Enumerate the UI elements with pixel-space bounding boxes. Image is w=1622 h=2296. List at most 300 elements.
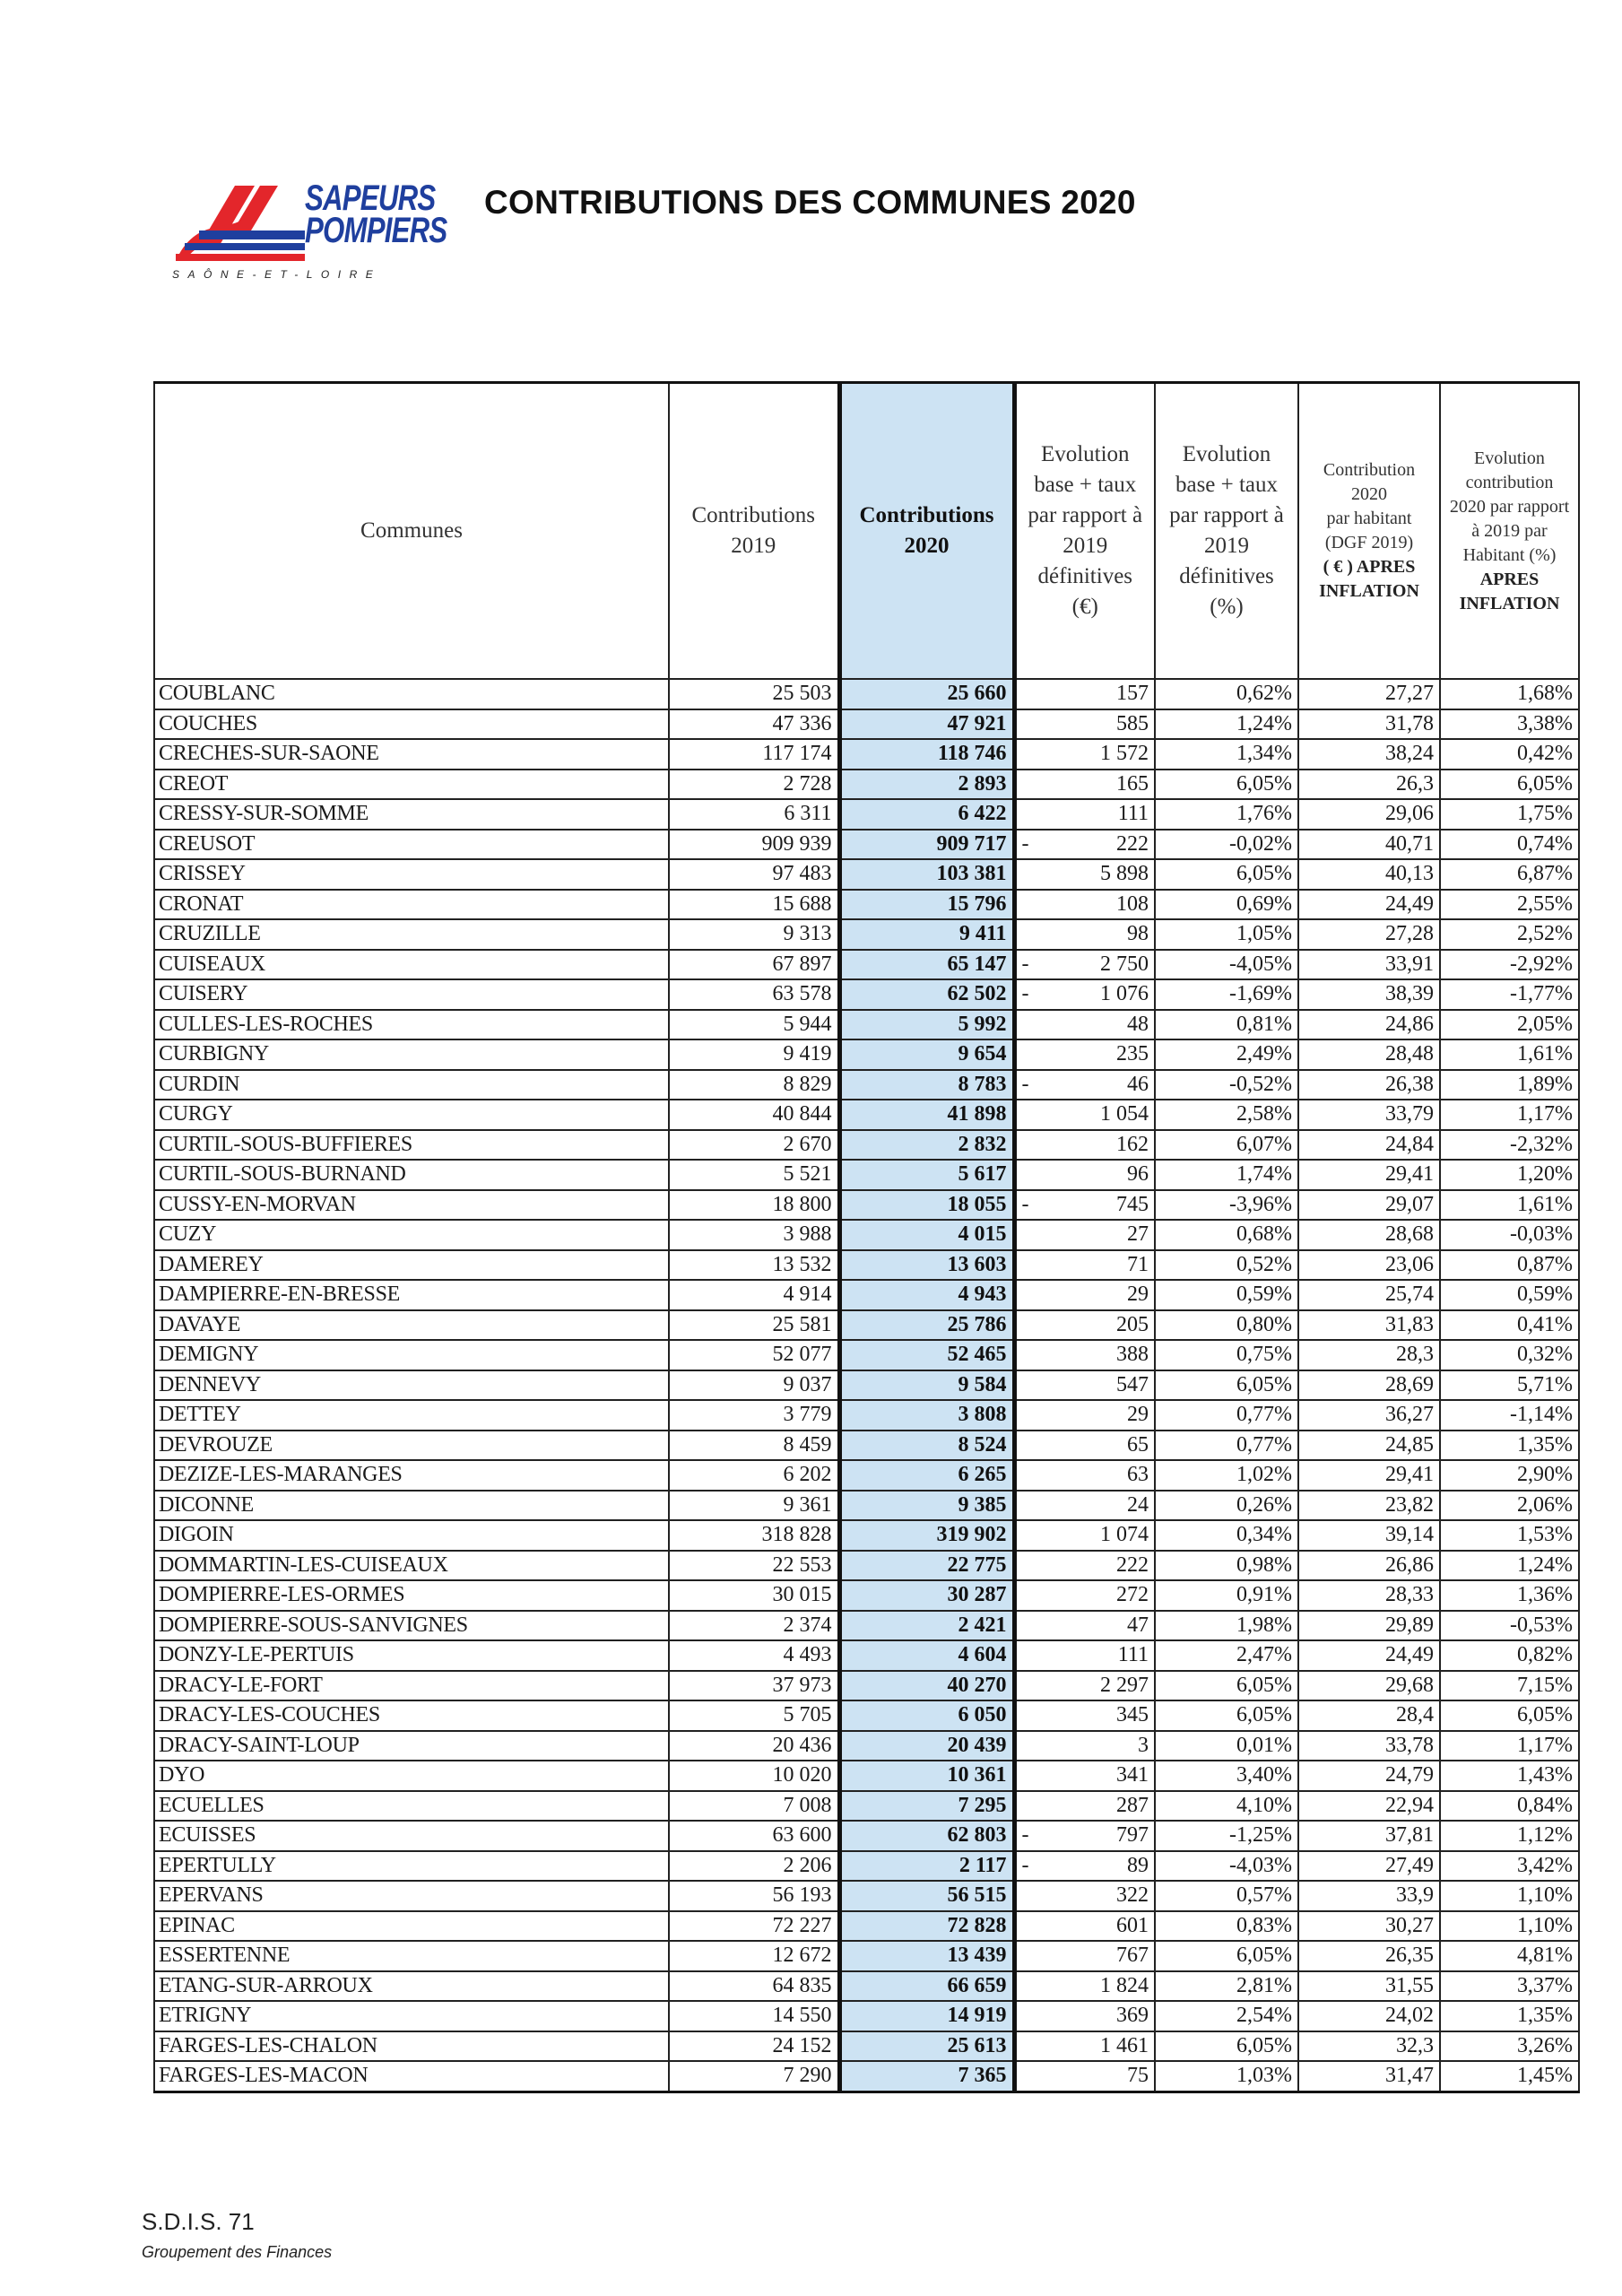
- contribution-2020-cell: 22 775: [839, 1551, 1014, 1581]
- per-inhabitant-cell: 26,35: [1298, 1941, 1440, 1971]
- evolution-pct-cell: -0,52%: [1155, 1070, 1298, 1100]
- commune-name-cell: CURGY: [154, 1100, 669, 1130]
- per-inhabitant-cell: 28,48: [1298, 1039, 1440, 1070]
- evolution-per-inhabitant-cell: 1,35%: [1440, 2001, 1579, 2031]
- contribution-2020-cell: 20 439: [839, 1731, 1014, 1761]
- contribution-2020-cell: 62 502: [839, 979, 1014, 1010]
- evolution-pct-cell: 6,05%: [1155, 1941, 1298, 1971]
- commune-name-cell: ECUELLES: [154, 1791, 669, 1822]
- evolution-pct-cell: 0,80%: [1155, 1310, 1298, 1341]
- contribution-2020-cell: 25 613: [839, 2031, 1014, 2062]
- commune-name-cell: EPERTULLY: [154, 1851, 669, 1882]
- header-label-line: ( € ) APRES: [1323, 557, 1416, 577]
- evolution-eur-value: 108: [1116, 891, 1149, 916]
- commune-name-cell: DAMEREY: [154, 1250, 669, 1281]
- evolution-eur-value: 222: [1116, 1552, 1149, 1577]
- contribution-2020-cell: 13 439: [839, 1941, 1014, 1971]
- header-label-line: 2020: [1351, 484, 1387, 504]
- evolution-eur-value: 46: [1127, 1072, 1149, 1096]
- per-inhabitant-cell: 33,78: [1298, 1731, 1440, 1761]
- table-row: [154, 1731, 1579, 1761]
- evolution-eur-value: 1 824: [1100, 1973, 1149, 1997]
- per-inhabitant-cell: 33,91: [1298, 950, 1440, 980]
- contribution-2020-cell: 72 828: [839, 1911, 1014, 1942]
- evolution-eur-cell: [1014, 1700, 1155, 1731]
- evolution-pct-cell: 0,69%: [1155, 890, 1298, 920]
- per-inhabitant-cell: 24,84: [1298, 1130, 1440, 1161]
- evolution-per-inhabitant-cell: 1,75%: [1440, 799, 1579, 830]
- evolution-eur-value: 24: [1127, 1492, 1149, 1517]
- per-inhabitant-cell: 40,13: [1298, 859, 1440, 890]
- evolution-eur-value: 1 076: [1100, 982, 1149, 1006]
- evolution-pct-cell: 4,10%: [1155, 1791, 1298, 1822]
- evolution-per-inhabitant-cell: 2,90%: [1440, 1460, 1579, 1491]
- evolution-eur-value: 322: [1116, 1883, 1149, 1908]
- evolution-eur-cell: [1014, 1551, 1155, 1581]
- evolution-pct-cell: 0,98%: [1155, 1551, 1298, 1581]
- evolution-pct-cell: 1,98%: [1155, 1611, 1298, 1641]
- contribution-2019-cell: 18 800: [669, 1190, 839, 1221]
- per-inhabitant-cell: 22,94: [1298, 1791, 1440, 1822]
- per-inhabitant-cell: 31,47: [1298, 2061, 1440, 2092]
- evolution-per-inhabitant-cell: 1,20%: [1440, 1160, 1579, 1190]
- contribution-2020-cell: 18 055: [839, 1190, 1014, 1221]
- contribution-2020-cell: 52 465: [839, 1340, 1014, 1370]
- evolution-eur-cell: [1014, 1611, 1155, 1641]
- table-row: [154, 1100, 1579, 1130]
- evolution-pct-cell: 0,26%: [1155, 1491, 1298, 1521]
- table-row: [154, 1700, 1579, 1731]
- table-row: [154, 739, 1579, 770]
- footer-department: Groupement des Finances: [142, 2243, 333, 2261]
- evolution-per-inhabitant-cell: 0,82%: [1440, 1640, 1579, 1671]
- contribution-2020-cell: 15 796: [839, 890, 1014, 920]
- evolution-eur-value: 111: [1117, 802, 1149, 826]
- table-row: [154, 1821, 1579, 1851]
- table-row: [154, 2001, 1579, 2031]
- contribution-2019-cell: 63 578: [669, 979, 839, 1010]
- evolution-per-inhabitant-cell: 1,43%: [1440, 1761, 1579, 1791]
- evolution-per-inhabitant-cell: 5,71%: [1440, 1370, 1579, 1401]
- footer-organization: S.D.I.S. 71: [142, 2208, 255, 2235]
- header-label-line: (%): [1210, 595, 1244, 619]
- evolution-pct-cell: 0,68%: [1155, 1220, 1298, 1250]
- evolution-eur-value: 797: [1116, 1823, 1149, 1848]
- contribution-2020-cell: 5 992: [839, 1010, 1014, 1040]
- evolution-eur-value: 111: [1117, 1643, 1149, 1667]
- evolution-eur-cell: [1014, 1911, 1155, 1942]
- evolution-pct-cell: 1,74%: [1155, 1160, 1298, 1190]
- sdis-logo: [172, 178, 447, 291]
- commune-name-cell: EPERVANS: [154, 1881, 669, 1911]
- evolution-eur-cell: [1014, 1580, 1155, 1611]
- table-row: [154, 1580, 1579, 1611]
- evolution-per-inhabitant-cell: 3,42%: [1440, 1851, 1579, 1882]
- table-row: [154, 1190, 1579, 1221]
- per-inhabitant-cell: 27,28: [1298, 919, 1440, 950]
- evolution-pct-cell: -1,69%: [1155, 979, 1298, 1010]
- evolution-eur-value: 287: [1116, 1793, 1149, 1817]
- contribution-2020-cell: 30 287: [839, 1580, 1014, 1611]
- evolution-eur-value: 29: [1127, 1403, 1149, 1427]
- commune-name-cell: CULLES-LES-ROCHES: [154, 1010, 669, 1040]
- contribution-2019-cell: 9 419: [669, 1039, 839, 1070]
- evolution-per-inhabitant-cell: 1,17%: [1440, 1731, 1579, 1761]
- contribution-2019-cell: 7 008: [669, 1791, 839, 1822]
- table-row: [154, 1851, 1579, 1882]
- evolution-per-inhabitant-cell: 0,41%: [1440, 1310, 1579, 1341]
- evolution-pct-cell: 6,05%: [1155, 770, 1298, 800]
- commune-name-cell: CREUSOT: [154, 830, 669, 860]
- evolution-eur-cell: [1014, 1340, 1155, 1370]
- evolution-per-inhabitant-cell: -1,77%: [1440, 979, 1579, 1010]
- evolution-eur-cell: [1014, 1370, 1155, 1401]
- contribution-2019-cell: 2 374: [669, 1611, 839, 1641]
- evolution-eur-cell: [1014, 1130, 1155, 1161]
- evolution-pct-cell: 2,81%: [1155, 1971, 1298, 2002]
- evolution-eur-cell: [1014, 1070, 1155, 1100]
- table-row: [154, 1611, 1579, 1641]
- evolution-eur-value: 1 054: [1100, 1102, 1149, 1126]
- table-row: [154, 979, 1579, 1010]
- evolution-eur-value: 345: [1116, 1703, 1149, 1727]
- per-inhabitant-cell: 24,02: [1298, 2001, 1440, 2031]
- header-label-line: (DGF 2019): [1324, 533, 1414, 552]
- logo-line-pompiers: POMPIERS: [305, 211, 447, 250]
- contribution-2020-cell: 40 270: [839, 1671, 1014, 1701]
- commune-name-cell: CUSSY-EN-MORVAN: [154, 1190, 669, 1221]
- evolution-per-inhabitant-cell: -1,14%: [1440, 1400, 1579, 1431]
- per-inhabitant-cell: 25,74: [1298, 1280, 1440, 1310]
- commune-name-cell: COUBLANC: [154, 679, 669, 709]
- contribution-2020-cell: 6 050: [839, 1700, 1014, 1731]
- evolution-eur-cell: [1014, 1520, 1155, 1551]
- evolution-per-inhabitant-cell: 0,32%: [1440, 1340, 1579, 1370]
- commune-name-cell: CUZY: [154, 1220, 669, 1250]
- commune-name-cell: CRONAT: [154, 890, 669, 920]
- evolution-eur-cell: [1014, 1250, 1155, 1281]
- evolution-per-inhabitant-cell: 2,05%: [1440, 1010, 1579, 1040]
- evolution-eur-value: 1 572: [1100, 742, 1149, 766]
- evolution-per-inhabitant-cell: 1,89%: [1440, 1070, 1579, 1100]
- evolution-pct-cell: 0,59%: [1155, 1280, 1298, 1310]
- per-inhabitant-cell: 29,68: [1298, 1671, 1440, 1701]
- logo-wordmark: [305, 178, 447, 250]
- evolution-per-inhabitant-cell: 3,38%: [1440, 709, 1579, 740]
- contribution-2019-cell: 72 227: [669, 1911, 839, 1942]
- table-row: [154, 1520, 1579, 1551]
- evolution-per-inhabitant-cell: 1,10%: [1440, 1911, 1579, 1942]
- header-label-line: base + taux: [1175, 473, 1279, 497]
- per-inhabitant-cell: 23,82: [1298, 1491, 1440, 1521]
- evolution-pct-cell: 0,81%: [1155, 1010, 1298, 1040]
- header-label-line: Habitant (%): [1462, 544, 1557, 565]
- contribution-2020-cell: 8 783: [839, 1070, 1014, 1100]
- evolution-per-inhabitant-cell: 2,06%: [1440, 1491, 1579, 1521]
- table-row: [154, 1250, 1579, 1281]
- contribution-2019-cell: 909 939: [669, 830, 839, 860]
- evolution-eur-value: 3: [1138, 1733, 1149, 1757]
- commune-name-cell: CURTIL-SOUS-BURNAND: [154, 1160, 669, 1190]
- per-inhabitant-cell: 29,89: [1298, 1611, 1440, 1641]
- table-row: [154, 1491, 1579, 1521]
- per-inhabitant-cell: 36,27: [1298, 1400, 1440, 1431]
- evolution-eur-cell: [1014, 1491, 1155, 1521]
- commune-name-cell: DOMPIERRE-SOUS-SANVIGNES: [154, 1611, 669, 1641]
- evolution-per-inhabitant-cell: 0,42%: [1440, 739, 1579, 770]
- evolution-pct-cell: 0,83%: [1155, 1911, 1298, 1942]
- contribution-2020-cell: 9 385: [839, 1491, 1014, 1521]
- contribution-2020-cell: 65 147: [839, 950, 1014, 980]
- commune-name-cell: FARGES-LES-MACON: [154, 2061, 669, 2092]
- contribution-2019-cell: 2 206: [669, 1851, 839, 1882]
- table-row: [154, 950, 1579, 980]
- commune-name-cell: COUCHES: [154, 709, 669, 740]
- evolution-pct-cell: 0,57%: [1155, 1881, 1298, 1911]
- evolution-eur-value: 745: [1116, 1192, 1149, 1216]
- evolution-eur-cell: [1014, 1160, 1155, 1190]
- evolution-pct-cell: 2,54%: [1155, 2001, 1298, 2031]
- per-inhabitant-cell: 38,39: [1298, 979, 1440, 1010]
- table-row: [154, 770, 1579, 800]
- evolution-eur-cell: [1014, 890, 1155, 920]
- commune-name-cell: DENNEVY: [154, 1370, 669, 1401]
- evolution-per-inhabitant-cell: -2,32%: [1440, 1130, 1579, 1161]
- evolution-eur-cell: [1014, 1190, 1155, 1221]
- contribution-2020-cell: 66 659: [839, 1971, 1014, 2002]
- contribution-2019-cell: 64 835: [669, 1971, 839, 2002]
- evolution-eur-value: 165: [1116, 771, 1149, 796]
- evolution-pct-cell: 2,49%: [1155, 1039, 1298, 1070]
- contribution-2019-cell: 7 290: [669, 2061, 839, 2092]
- contribution-2020-cell: 6 422: [839, 799, 1014, 830]
- evolution-pct-cell: 0,01%: [1155, 1731, 1298, 1761]
- header-label-line: définitives: [1179, 564, 1274, 588]
- evolution-eur-value: 222: [1116, 831, 1149, 856]
- contribution-2019-cell: 14 550: [669, 2001, 839, 2031]
- table-row: [154, 919, 1579, 950]
- per-inhabitant-cell: 29,07: [1298, 1190, 1440, 1221]
- evolution-eur-value: 65: [1127, 1432, 1149, 1457]
- evolution-eur-cell: [1014, 919, 1155, 950]
- evolution-eur-value: 29: [1127, 1283, 1149, 1307]
- evolution-pct-cell: 0,34%: [1155, 1520, 1298, 1551]
- header-label-line: Evolution: [1040, 442, 1130, 466]
- evolution-per-inhabitant-cell: 1,36%: [1440, 1580, 1579, 1611]
- evolution-eur-cell: [1014, 770, 1155, 800]
- contribution-2019-cell: 13 532: [669, 1250, 839, 1281]
- evolution-per-inhabitant-cell: 4,81%: [1440, 1941, 1579, 1971]
- table-body: [154, 679, 1579, 2092]
- evolution-pct-cell: 1,03%: [1155, 2061, 1298, 2092]
- evolution-per-inhabitant-cell: 1,68%: [1440, 679, 1579, 709]
- commune-name-cell: DOMMARTIN-LES-CUISEAUX: [154, 1551, 669, 1581]
- contribution-2019-cell: 52 077: [669, 1340, 839, 1370]
- commune-name-cell: CRUZILLE: [154, 919, 669, 950]
- per-inhabitant-cell: 28,33: [1298, 1580, 1440, 1611]
- table-row: [154, 2061, 1579, 2092]
- evolution-eur-cell: [1014, 1039, 1155, 1070]
- col-header-evolution-pct: [1155, 383, 1298, 680]
- evolution-per-inhabitant-cell: 1,10%: [1440, 1881, 1579, 1911]
- evolution-per-inhabitant-cell: -0,03%: [1440, 1220, 1579, 1250]
- per-inhabitant-cell: 23,06: [1298, 1250, 1440, 1281]
- evolution-per-inhabitant-cell: 0,84%: [1440, 1791, 1579, 1822]
- evolution-eur-value: 585: [1116, 711, 1149, 735]
- evolution-eur-value: 601: [1116, 1913, 1149, 1937]
- per-inhabitant-cell: 27,27: [1298, 679, 1440, 709]
- evolution-per-inhabitant-cell: 1,45%: [1440, 2061, 1579, 2092]
- contribution-2019-cell: 8 459: [669, 1431, 839, 1461]
- table-row: [154, 1551, 1579, 1581]
- header-label-line: définitives: [1037, 564, 1133, 588]
- evolution-eur-cell: [1014, 1460, 1155, 1491]
- evolution-eur-value: 767: [1116, 1944, 1149, 1968]
- table-row: [154, 1070, 1579, 1100]
- per-inhabitant-cell: 26,3: [1298, 770, 1440, 800]
- commune-name-cell: DRACY-LES-COUCHES: [154, 1700, 669, 1731]
- commune-name-cell: ECUISSES: [154, 1821, 669, 1851]
- per-inhabitant-cell: 27,49: [1298, 1851, 1440, 1882]
- evolution-eur-cell: [1014, 1791, 1155, 1822]
- table-row: [154, 1160, 1579, 1190]
- evolution-per-inhabitant-cell: 1,24%: [1440, 1551, 1579, 1581]
- contribution-2019-cell: 15 688: [669, 890, 839, 920]
- evolution-per-inhabitant-cell: 2,52%: [1440, 919, 1579, 950]
- evolution-pct-cell: 0,62%: [1155, 679, 1298, 709]
- contribution-2020-cell: 47 921: [839, 709, 1014, 740]
- evolution-eur-value: 2 297: [1100, 1673, 1149, 1697]
- commune-name-cell: CREOT: [154, 770, 669, 800]
- table-row: [154, 1640, 1579, 1671]
- logo-line-sapeurs: SAPEURS: [305, 178, 436, 218]
- per-inhabitant-cell: 38,24: [1298, 739, 1440, 770]
- evolution-eur-value: 2 750: [1100, 952, 1149, 976]
- evolution-eur-value: 369: [1116, 2004, 1149, 2028]
- contribution-2019-cell: 56 193: [669, 1881, 839, 1911]
- commune-name-cell: DAVAYE: [154, 1310, 669, 1341]
- evolution-pct-cell: 6,05%: [1155, 2031, 1298, 2062]
- evolution-eur-cell: [1014, 1671, 1155, 1701]
- evolution-pct-cell: 6,07%: [1155, 1130, 1298, 1161]
- per-inhabitant-cell: 30,27: [1298, 1911, 1440, 1942]
- commune-name-cell: ETRIGNY: [154, 2001, 669, 2031]
- commune-name-cell: DEVROUZE: [154, 1431, 669, 1461]
- table-row: [154, 1220, 1579, 1250]
- header-label-line: Contributions: [691, 503, 815, 527]
- contribution-2019-cell: 5 521: [669, 1160, 839, 1190]
- contribution-2020-cell: 7 365: [839, 2061, 1014, 2092]
- header-label-line: 2019: [1063, 534, 1108, 558]
- commune-name-cell: DYO: [154, 1761, 669, 1791]
- evolution-eur-value: 71: [1127, 1252, 1149, 1276]
- contribution-2020-cell: 56 515: [839, 1881, 1014, 1911]
- contribution-2019-cell: 2 670: [669, 1130, 839, 1161]
- header-label-line: APRES: [1479, 569, 1540, 589]
- contribution-2020-cell: 25 786: [839, 1310, 1014, 1341]
- commune-name-cell: CUISERY: [154, 979, 669, 1010]
- evolution-per-inhabitant-cell: 3,37%: [1440, 1971, 1579, 2002]
- contribution-2020-cell: 2 421: [839, 1611, 1014, 1641]
- commune-name-cell: DEMIGNY: [154, 1340, 669, 1370]
- evolution-per-inhabitant-cell: 6,87%: [1440, 859, 1579, 890]
- header-label-line: par rapport à: [1169, 503, 1284, 527]
- table-row: [154, 1791, 1579, 1822]
- evolution-pct-cell: 1,76%: [1155, 799, 1298, 830]
- table-row: [154, 709, 1579, 740]
- evolution-eur-cell: [1014, 1310, 1155, 1341]
- evolution-pct-cell: 6,05%: [1155, 1700, 1298, 1731]
- negative-sign: -: [1021, 1853, 1029, 1877]
- evolution-eur-cell: [1014, 1010, 1155, 1040]
- contribution-2019-cell: 6 311: [669, 799, 839, 830]
- evolution-pct-cell: 6,05%: [1155, 1370, 1298, 1401]
- header-label-line: Contribution: [1323, 460, 1416, 480]
- per-inhabitant-cell: 29,41: [1298, 1460, 1440, 1491]
- per-inhabitant-cell: 24,49: [1298, 890, 1440, 920]
- contribution-2020-cell: 9 584: [839, 1370, 1014, 1401]
- evolution-eur-cell: [1014, 739, 1155, 770]
- evolution-eur-cell: [1014, 979, 1155, 1010]
- contribution-2020-cell: 2 893: [839, 770, 1014, 800]
- evolution-eur-value: 5 898: [1100, 862, 1149, 886]
- contribution-2019-cell: 9 037: [669, 1370, 839, 1401]
- contribution-2019-cell: 25 581: [669, 1310, 839, 1341]
- per-inhabitant-cell: 26,38: [1298, 1070, 1440, 1100]
- header-label-line: 2020: [904, 534, 950, 558]
- table-row: [154, 1671, 1579, 1701]
- evolution-pct-cell: -4,03%: [1155, 1851, 1298, 1882]
- evolution-pct-cell: 0,75%: [1155, 1340, 1298, 1370]
- evolution-eur-cell: [1014, 1640, 1155, 1671]
- commune-name-cell: CRESSY-SUR-SOMME: [154, 799, 669, 830]
- header-label-line: base + taux: [1034, 473, 1137, 497]
- contribution-2019-cell: 22 553: [669, 1551, 839, 1581]
- evolution-eur-cell: [1014, 709, 1155, 740]
- header-label-line: contribution: [1465, 472, 1554, 492]
- table-row: [154, 1280, 1579, 1310]
- contribution-2019-cell: 6 202: [669, 1460, 839, 1491]
- evolution-per-inhabitant-cell: 3,26%: [1440, 2031, 1579, 2062]
- evolution-eur-value: 63: [1127, 1463, 1149, 1487]
- evolution-pct-cell: 0,77%: [1155, 1400, 1298, 1431]
- evolution-eur-cell: [1014, 2001, 1155, 2031]
- contribution-2019-cell: 30 015: [669, 1580, 839, 1611]
- evolution-eur-value: 341: [1116, 1763, 1149, 1787]
- commune-name-cell: FARGES-LES-CHALON: [154, 2031, 669, 2062]
- contribution-2019-cell: 67 897: [669, 950, 839, 980]
- contribution-2019-cell: 37 973: [669, 1671, 839, 1701]
- page-title: CONTRIBUTIONS DES COMMUNES 2020: [484, 184, 1136, 221]
- evolution-per-inhabitant-cell: 6,05%: [1440, 770, 1579, 800]
- contribution-2019-cell: 47 336: [669, 709, 839, 740]
- contribution-2019-cell: 10 020: [669, 1761, 839, 1791]
- per-inhabitant-cell: 39,14: [1298, 1520, 1440, 1551]
- evolution-eur-cell: [1014, 1851, 1155, 1882]
- evolution-per-inhabitant-cell: 2,55%: [1440, 890, 1579, 920]
- commune-name-cell: EPINAC: [154, 1911, 669, 1942]
- contribution-2019-cell: 8 829: [669, 1070, 839, 1100]
- evolution-per-inhabitant-cell: -0,53%: [1440, 1611, 1579, 1641]
- contribution-2020-cell: 41 898: [839, 1100, 1014, 1130]
- evolution-eur-cell: [1014, 1280, 1155, 1310]
- evolution-pct-cell: 2,47%: [1155, 1640, 1298, 1671]
- evolution-per-inhabitant-cell: 0,59%: [1440, 1280, 1579, 1310]
- logo-subtitle: SAÔNE-ET-LOIRE: [172, 268, 382, 281]
- contribution-2019-cell: 3 988: [669, 1220, 839, 1250]
- evolution-eur-cell: [1014, 2061, 1155, 2092]
- evolution-eur-cell: [1014, 1431, 1155, 1461]
